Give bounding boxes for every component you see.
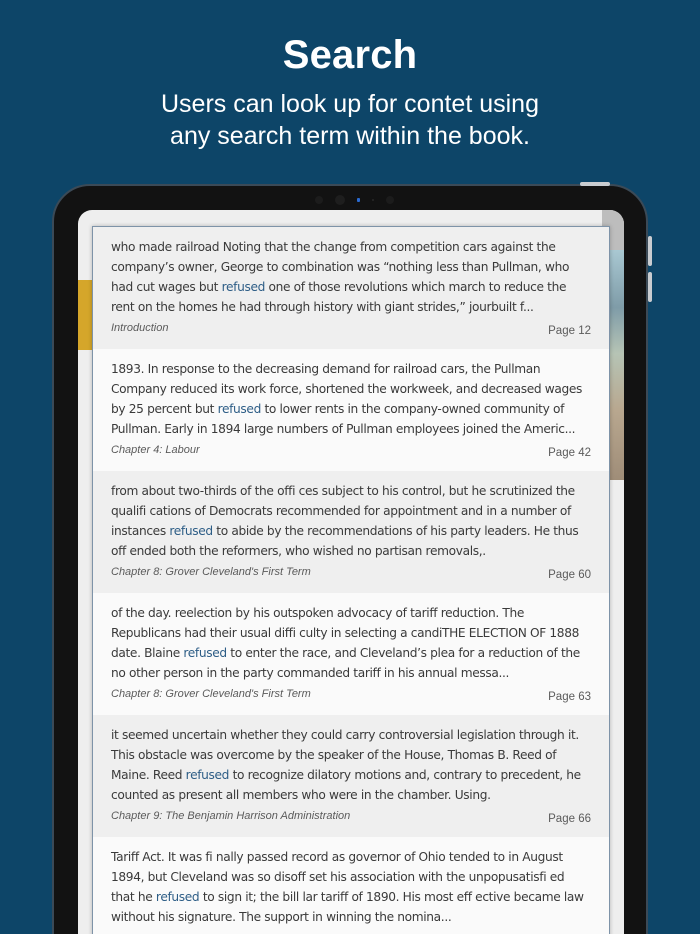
result-snippet: from about two-thirds of the offi ces subject to his control, but he scrutinized the qualifi cations of Democrats recommended for appointment and in a number of instances refused to abide by the recommendations of his party leaders. He thus off ended both the reformers, who wished no partisan removals,.	[111, 484, 579, 558]
proximity-sensor-icon	[386, 196, 394, 204]
camera-indicator-icon	[357, 198, 360, 202]
hero-title: Search	[282, 33, 418, 77]
search-result-item[interactable]	[93, 593, 609, 715]
result-chapter: Chapter 8: Grover Cleveland's First Term	[111, 688, 311, 700]
search-result-item[interactable]	[93, 227, 609, 349]
sensor-icon	[315, 196, 323, 204]
hero-subtitle-line-2: any search term within the book.	[170, 122, 530, 150]
camera-lens-icon	[335, 195, 345, 205]
front-camera-bar	[304, 194, 404, 206]
power-button	[580, 182, 610, 186]
search-result-item[interactable]	[93, 471, 609, 593]
search-term-highlight: refused	[185, 768, 230, 782]
result-snippet: of the day. reelection by his outspoken advocacy of tariff reduction. The Republicans had their usual diffi culty in selecting a candiTHE ELECTION OF 1888 date. Blaine refused to enter the race, and Cleveland’s plea for a reduction of the no other person in the party commanded tariff in his annual messa...	[111, 606, 580, 680]
result-chapter: Introduction	[111, 322, 169, 334]
result-snippet: it seemed uncertain whether they could carry controversial legislation through it. This obstacle was overcome by the speaker of the House, Thomas B. Reed of Maine. Reed refused to recognize dilatory motions and, contrary to precedent, he counted as present all members who were in the chamber. Using.	[111, 728, 581, 802]
tablet-device-frame	[52, 184, 648, 934]
ambient-sensor-icon	[372, 199, 374, 201]
result-chapter: Chapter 8: Grover Cleveland's First Term	[111, 566, 311, 578]
search-term-highlight: refused	[155, 890, 200, 904]
tablet-screen	[78, 210, 624, 934]
search-result-item[interactable]	[93, 715, 609, 837]
result-snippet: 1893. In response to the decreasing demand for railroad cars, the Pullman Company reduced its work force, shortened the workweek, and decreased wages by 25 percent but refused to lower rents in the company-owned community of Pullman. Early in 1894 large numbers of Pullman employees joined the Americ...	[111, 362, 583, 436]
search-term-highlight: refused	[183, 646, 227, 660]
background-illustration	[608, 250, 624, 480]
volume-down-button	[648, 272, 652, 302]
search-result-item[interactable]	[93, 349, 609, 471]
result-page: Page 60	[548, 569, 591, 581]
search-result-item[interactable]	[93, 837, 609, 934]
result-chapter: Chapter 9: The Benjamin Harrison Administration	[111, 810, 351, 822]
search-term-highlight: refused	[169, 524, 213, 538]
result-page: Page 66	[548, 813, 591, 825]
result-snippet: Tariff Act. It was fi nally passed record as governor of Ohio tended to in August 1894, but Cleveland was so disoff set his association with the unpopusatisfi ed that he refused to sign it; the bill lar tariff of 1890. His most eff ective became law without his signature. The support in winning the nomina...	[111, 850, 584, 924]
result-snippet: who made railroad Noting that the change from competition cars against the company’s owner, George to combination was “nothing less than Pullman, who had cut wages but refused one of those revolutions which march to reduce the rent on the homes he had through history with giant strides,” jourbuilt f...	[111, 240, 570, 314]
search-term-highlight: refused	[217, 402, 261, 416]
volume-up-button	[648, 236, 652, 266]
search-term-highlight: refused	[221, 280, 265, 294]
result-page: Page 12	[548, 325, 591, 337]
hero-subtitle	[0, 88, 700, 152]
hero-subtitle-line-1: Users can look up for contet using	[161, 90, 539, 118]
search-results-panel[interactable]	[92, 226, 610, 934]
result-page: Page 63	[548, 691, 591, 703]
result-page: Page 42	[548, 447, 591, 459]
result-chapter: Chapter 4: Labour	[111, 444, 200, 456]
